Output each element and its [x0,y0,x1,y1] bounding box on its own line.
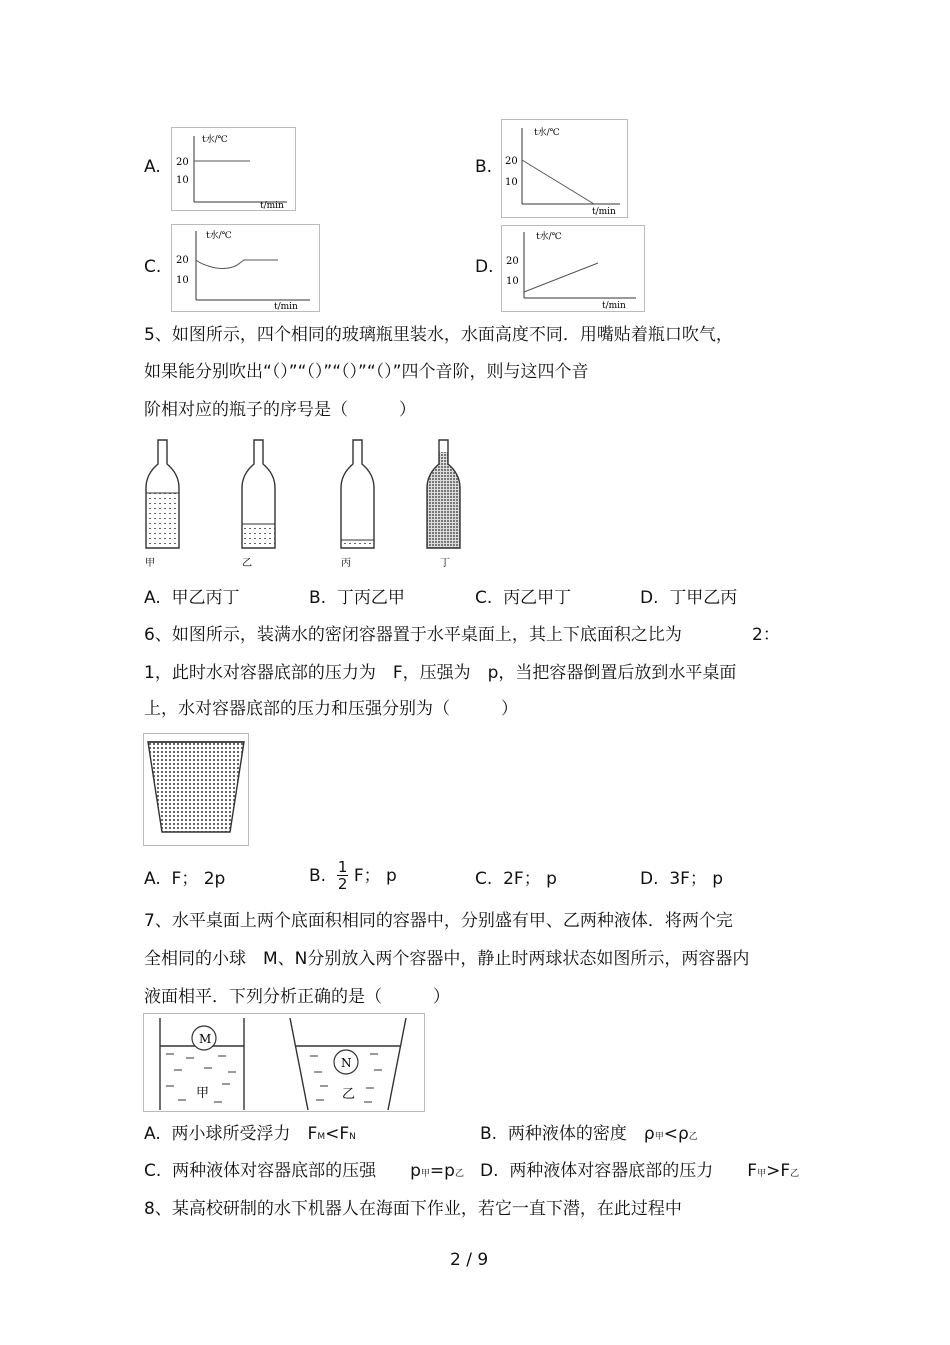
page-number: 2 / 9 [450,1250,489,1270]
q5-line-3: 阶相对应的瓶子的序号是（ ） [144,400,416,420]
ball-n-label: N [341,1056,352,1070]
q7-option-d-gt: >F [766,1161,791,1181]
q7-option-b[interactable] [480,1124,698,1147]
q6-line-1a: 6、如图所示，装满水的密闭容器置于水平桌面上，其上下底面积之比为 [144,625,682,645]
graph-a-tick-10: 10 [176,175,189,186]
q6-option-c-key: C. [475,869,493,889]
q7-option-a-sub2: N [349,1132,356,1142]
option-a-label: A. [144,157,161,177]
two-containers-svg [144,1014,424,1111]
graph-d-svg [502,226,644,311]
q6-option-d[interactable] [640,869,723,889]
q5-option-c-text: 丙乙甲丁 [503,588,572,608]
q6-option-a-key: A. [144,869,161,889]
q5-option-d-key: D. [640,588,659,608]
graph-a-xlabel: t/min [260,201,284,210]
ball-m-label: M [199,1032,212,1046]
bottle-label-yi: 乙 [242,558,252,569]
graph-d-ylabel: t水/℃ [536,232,562,242]
option-b-label: B. [475,157,493,177]
option-c-label: C. [144,257,162,277]
bottle-ding [427,440,460,569]
q7-option-d-sub2: 乙 [790,1169,800,1179]
fraction-denominator: 2 [337,875,348,893]
graph-a-tick-20: 20 [176,157,189,168]
q6-option-b-fraction [337,859,349,892]
q6-option-b-text: F； p [353,865,397,886]
q7-option-c-text: 两种液体对容器底部的压强 p [172,1161,421,1181]
graph-c-xlabel: t/min [274,302,298,311]
q5-option-a-text: 甲乙丙丁 [171,588,240,608]
q7-option-c-sub1: 甲 [420,1169,430,1179]
bottle-label-jia: 甲 [145,558,155,569]
graph-c-svg [172,225,319,311]
liquid-yi-label: 乙 [342,1087,356,1102]
q5-option-c[interactable] [475,588,571,608]
graph-c-tick-20: 20 [176,255,189,266]
q7-line-3: 液面相平．下列分析正确的是（ ） [144,987,450,1007]
q7-option-b-lt: <ρ [663,1124,689,1144]
graph-a-ylabel: t水/℃ [202,135,228,145]
q5-option-d[interactable] [640,588,737,608]
bottle-jia [145,440,179,569]
graph-a-svg [172,128,295,210]
graph-b-svg [502,120,627,217]
q7-option-d[interactable] [480,1161,799,1184]
q6-line-3: 上，水对容器底部的压力和压强分别为（ ） [144,699,518,719]
q7-option-d-text: 两种液体对容器底部的压力 F [509,1161,758,1181]
bottle-label-ding: 丁 [440,558,450,569]
container-figure [143,733,249,846]
q5-option-a[interactable] [144,588,240,608]
q5-option-b[interactable] [309,588,405,608]
q8-line-1: 8、某高校研制的水下机器人在海面下作业，若它一直下潜，在此过程中 [144,1199,682,1219]
q7-option-a-sub1: M [317,1132,326,1142]
q5-line-2: 如果能分别吹出“（）”“（）”“（）”“（）”四个音阶，则与这四个音 [144,362,589,382]
q7-option-c-key: C. [144,1161,162,1181]
q7-option-b-sub1: 甲 [654,1132,664,1142]
q6-line-1b: 2： [752,625,780,645]
q6-option-a[interactable] [144,869,225,889]
two-containers-figure [143,1013,425,1112]
bottle-label-bing: 丙 [341,558,351,569]
q7-option-a-lt: <F [325,1124,350,1144]
graph-b-xlabel: t/min [592,207,616,217]
graph-b [501,119,628,218]
option-d-label: D. [475,257,494,277]
fraction-numerator: 1 [337,858,348,876]
liquid-jia-label: 甲 [196,1086,210,1101]
q6-option-c-text: 2F； p [503,869,557,889]
q6-option-d-key: D. [640,869,659,889]
q7-option-a[interactable] [144,1124,356,1147]
q7-option-a-text: 两小球所受浮力 [171,1124,308,1144]
container-svg [144,734,248,845]
graph-d [501,225,645,312]
bottles-figure [138,436,478,571]
q7-line-2: 全相同的小球 M、N分别放入两个容器中，静止时两球状态如图所示，两容器内 [144,949,750,969]
q5-line-1: 5、如图所示，四个相同的玻璃瓶里装水，水面高度不同．用嘴贴着瓶口吹气， [144,325,733,345]
q6-line-2: 1，此时水对容器底部的压力为 F，压强为 p，当把容器倒置后放到水平桌面 [144,663,737,683]
q6-option-a-text: F； 2p [171,869,226,889]
q7-option-d-sub1: 甲 [757,1169,767,1179]
graph-d-line [524,263,598,292]
graph-d-tick-20: 20 [506,256,519,267]
q5-option-b-key: B. [309,588,327,608]
q7-option-c[interactable] [144,1161,464,1184]
q7-option-b-text: 两种液体的密度 ρ [507,1124,655,1144]
q7-option-b-key: B. [480,1124,498,1144]
q5-option-d-text: 丁甲乙丙 [669,588,738,608]
graph-b-line [522,160,594,204]
bottle-bing [341,440,374,569]
graph-b-tick-10: 10 [505,177,518,188]
q5-option-c-key: C. [475,588,493,608]
graph-d-tick-10: 10 [506,276,519,287]
q6-option-b-key: B. [309,865,327,886]
graph-b-ylabel: t水/℃ [534,128,560,138]
q7-option-b-sub2: 乙 [688,1132,698,1142]
graph-c [171,224,320,312]
graph-a [171,127,296,211]
q6-option-b[interactable] [309,859,397,892]
q7-option-c-sub2: 乙 [454,1169,464,1179]
q7-option-c-eq: =p [429,1161,455,1181]
q6-option-d-text: 3F； p [669,869,724,889]
graph-c-tick-10: 10 [176,275,189,286]
q5-option-a-key: A. [144,588,161,608]
graph-c-line [196,260,278,268]
q7-line-1: 7、水平桌面上两个底面积相同的容器中，分别盛有甲、乙两种液体．将两个完 [144,911,733,931]
graph-b-tick-20: 20 [505,156,518,167]
graph-d-xlabel: t/min [602,301,626,311]
bottle-yi [242,440,275,569]
q7-option-d-key: D. [480,1161,499,1181]
graph-c-ylabel: t水/℃ [206,231,232,241]
q6-option-c[interactable] [475,869,557,889]
q5-option-b-text: 丁丙乙甲 [336,588,405,608]
q7-option-a-f: F [307,1124,318,1144]
q7-option-a-key: A. [144,1124,161,1144]
